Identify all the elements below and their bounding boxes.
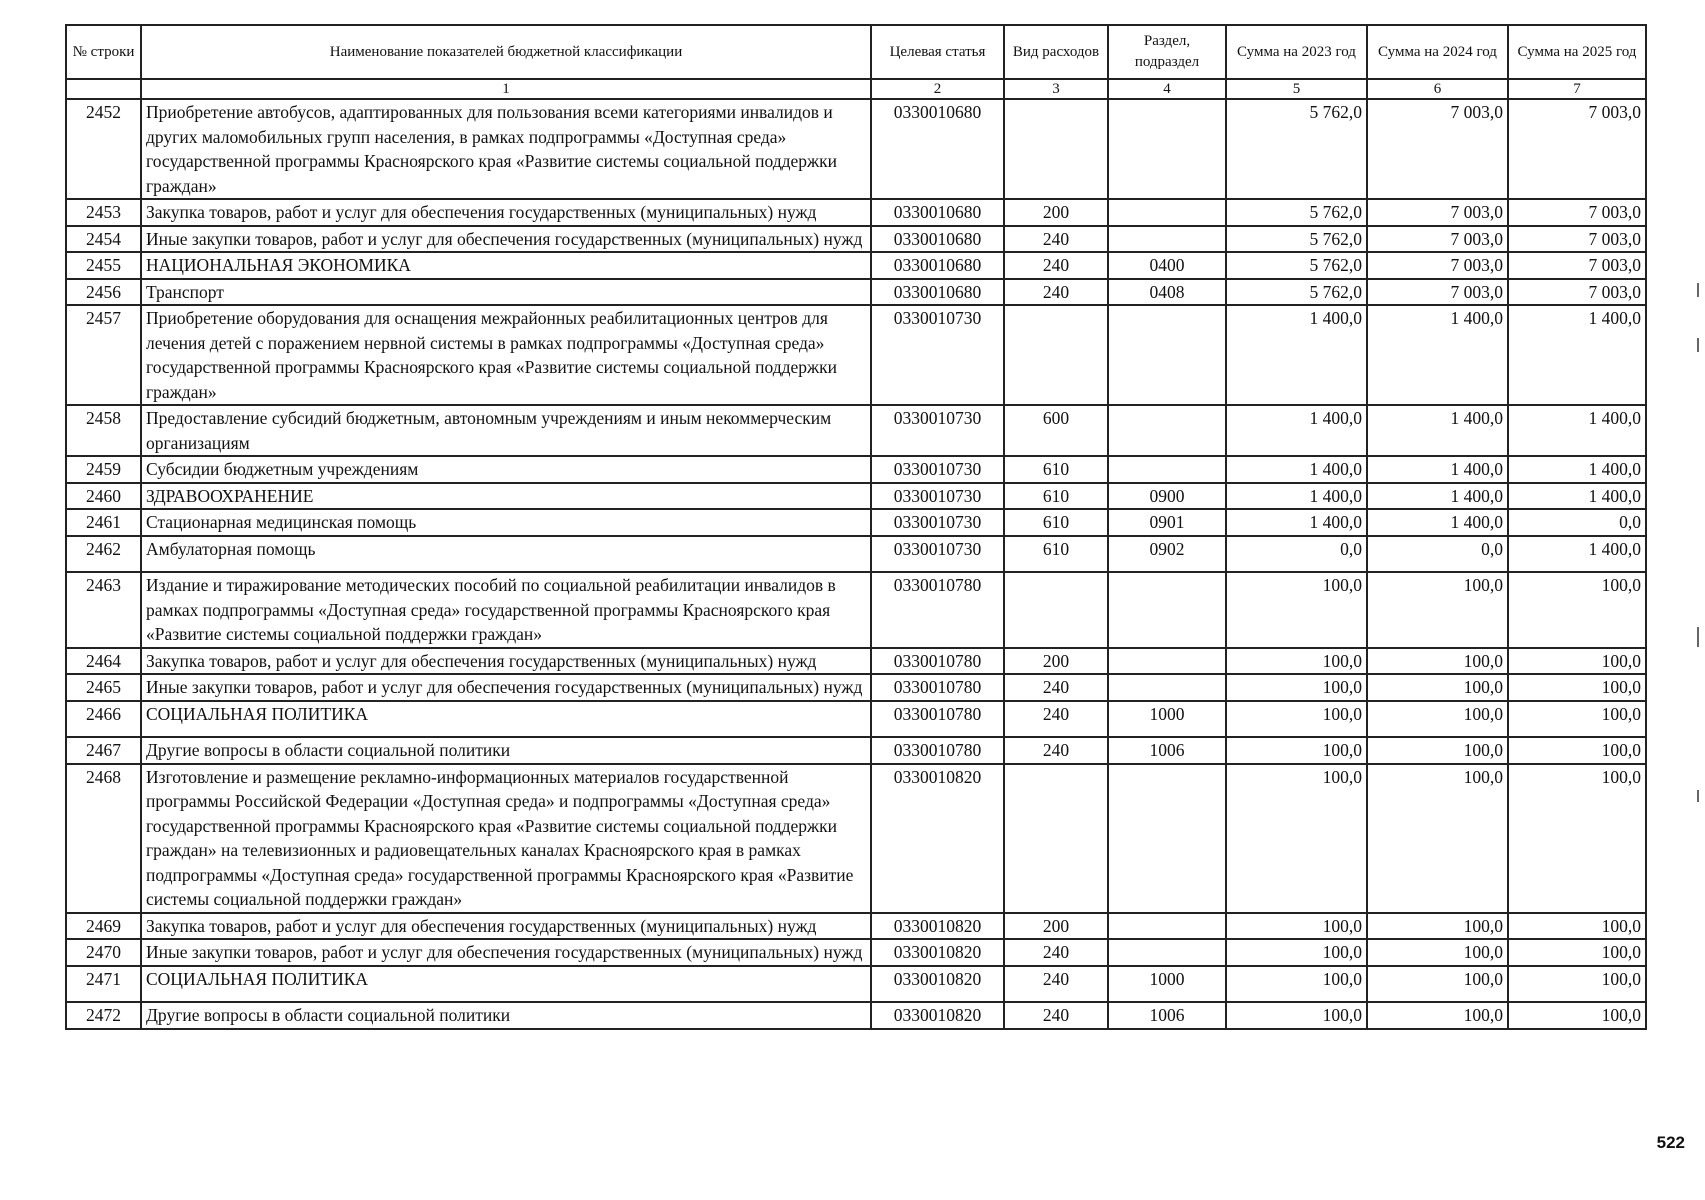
sum-2025: 7 003,0 xyxy=(1508,99,1646,199)
indicator-name: СОЦИАЛЬНАЯ ПОЛИТИКА xyxy=(141,966,871,1003)
scan-margin-mark xyxy=(1697,338,1699,352)
section-code xyxy=(1108,913,1226,940)
header-sum-2025: Сумма на 2025 год xyxy=(1508,25,1646,79)
section-code xyxy=(1108,572,1226,648)
indicator-name: Издание и тиражирование методических пособий по социальной реабилитации инвалидов в рамках подпрограммы «Доступная среда» государственной программы Красноярского края «Развитие системы социальной поддержки граждан» xyxy=(141,572,871,648)
sum-2024: 0,0 xyxy=(1367,536,1508,573)
indicator-name: Другие вопросы в области социальной политики xyxy=(141,1002,871,1029)
sum-2024: 1 400,0 xyxy=(1367,509,1508,536)
expense-type: 200 xyxy=(1004,913,1108,940)
sum-2023: 100,0 xyxy=(1226,701,1367,738)
section-code xyxy=(1108,456,1226,483)
sum-2024: 100,0 xyxy=(1367,737,1508,764)
table-row xyxy=(66,764,1646,913)
indicator-name: НАЦИОНАЛЬНАЯ ЭКОНОМИКА xyxy=(141,252,871,279)
expense-type: 610 xyxy=(1004,536,1108,573)
sum-2025: 100,0 xyxy=(1508,674,1646,701)
sum-2023: 100,0 xyxy=(1226,674,1367,701)
target-article: 0330010780 xyxy=(871,648,1004,675)
expense-type: 610 xyxy=(1004,509,1108,536)
section-code: 0902 xyxy=(1108,536,1226,573)
column-number: 7 xyxy=(1508,79,1646,99)
indicator-name: Приобретение автобусов, адаптированных для пользования всеми категориями инвалидов и других маломобильных групп населения, в рамках подпрограммы «Доступная среда» государственной программы Красноярского края «Развитие системы социальной поддержки граждан» xyxy=(141,99,871,199)
sum-2024: 1 400,0 xyxy=(1367,405,1508,456)
sum-2025: 100,0 xyxy=(1508,1002,1646,1029)
header-expense-type: Вид расходов xyxy=(1004,25,1108,79)
target-article: 0330010730 xyxy=(871,405,1004,456)
sum-2025: 100,0 xyxy=(1508,701,1646,738)
table-row xyxy=(66,701,1646,738)
row-number: 2452 xyxy=(66,99,141,199)
table-row xyxy=(66,199,1646,226)
table-row xyxy=(66,456,1646,483)
section-code xyxy=(1108,226,1226,253)
sum-2024: 100,0 xyxy=(1367,674,1508,701)
sum-2024: 100,0 xyxy=(1367,648,1508,675)
sum-2023: 5 762,0 xyxy=(1226,279,1367,306)
sum-2024: 100,0 xyxy=(1367,966,1508,1003)
indicator-name: Иные закупки товаров, работ и услуг для обеспечения государственных (муниципальных) нужд xyxy=(141,939,871,966)
header-sum-2024: Сумма на 2024 год xyxy=(1367,25,1508,79)
sum-2023: 5 762,0 xyxy=(1226,252,1367,279)
sum-2024: 1 400,0 xyxy=(1367,483,1508,510)
header-row xyxy=(66,25,1646,79)
table-row xyxy=(66,939,1646,966)
expense-type xyxy=(1004,572,1108,648)
row-number: 2456 xyxy=(66,279,141,306)
row-number: 2470 xyxy=(66,939,141,966)
expense-type: 200 xyxy=(1004,199,1108,226)
section-code xyxy=(1108,939,1226,966)
expense-type: 240 xyxy=(1004,252,1108,279)
scan-margin-mark xyxy=(1697,790,1699,802)
column-number xyxy=(66,79,141,99)
sum-2025: 100,0 xyxy=(1508,913,1646,940)
sum-2023: 100,0 xyxy=(1226,764,1367,913)
expense-type: 240 xyxy=(1004,226,1108,253)
indicator-name: Амбулаторная помощь xyxy=(141,536,871,573)
sum-2023: 1 400,0 xyxy=(1226,456,1367,483)
row-number: 2467 xyxy=(66,737,141,764)
sum-2024: 1 400,0 xyxy=(1367,305,1508,405)
expense-type: 240 xyxy=(1004,1002,1108,1029)
indicator-name: Субсидии бюджетным учреждениям xyxy=(141,456,871,483)
sum-2023: 100,0 xyxy=(1226,913,1367,940)
row-number: 2459 xyxy=(66,456,141,483)
indicator-name: Другие вопросы в области социальной политики xyxy=(141,737,871,764)
expense-type: 200 xyxy=(1004,648,1108,675)
target-article: 0330010820 xyxy=(871,764,1004,913)
indicator-name: Закупка товаров, работ и услуг для обеспечения государственных (муниципальных) нужд xyxy=(141,199,871,226)
target-article: 0330010730 xyxy=(871,509,1004,536)
section-code xyxy=(1108,305,1226,405)
sum-2025: 1 400,0 xyxy=(1508,305,1646,405)
expense-type: 240 xyxy=(1004,939,1108,966)
target-article: 0330010680 xyxy=(871,226,1004,253)
expense-type: 610 xyxy=(1004,456,1108,483)
expense-type xyxy=(1004,764,1108,913)
row-number: 2457 xyxy=(66,305,141,405)
section-code xyxy=(1108,764,1226,913)
column-number: 4 xyxy=(1108,79,1226,99)
target-article: 0330010780 xyxy=(871,701,1004,738)
table-row xyxy=(66,966,1646,1003)
sum-2024: 7 003,0 xyxy=(1367,279,1508,306)
table-row xyxy=(66,305,1646,405)
row-number: 2465 xyxy=(66,674,141,701)
row-number: 2460 xyxy=(66,483,141,510)
row-number: 2468 xyxy=(66,764,141,913)
sum-2024: 100,0 xyxy=(1367,572,1508,648)
target-article: 0330010680 xyxy=(871,199,1004,226)
sum-2023: 100,0 xyxy=(1226,966,1367,1003)
sum-2025: 1 400,0 xyxy=(1508,456,1646,483)
target-article: 0330010680 xyxy=(871,99,1004,199)
expense-type: 240 xyxy=(1004,737,1108,764)
sum-2024: 7 003,0 xyxy=(1367,199,1508,226)
scan-margin-mark xyxy=(1697,283,1699,297)
section-code: 1000 xyxy=(1108,701,1226,738)
target-article: 0330010730 xyxy=(871,305,1004,405)
sum-2025: 100,0 xyxy=(1508,648,1646,675)
indicator-name: Иные закупки товаров, работ и услуг для обеспечения государственных (муниципальных) нужд xyxy=(141,226,871,253)
indicator-name: Иные закупки товаров, работ и услуг для обеспечения государственных (муниципальных) нужд xyxy=(141,674,871,701)
sum-2025: 100,0 xyxy=(1508,939,1646,966)
target-article: 0330010730 xyxy=(871,483,1004,510)
sum-2023: 5 762,0 xyxy=(1226,226,1367,253)
sum-2025: 100,0 xyxy=(1508,737,1646,764)
table-row xyxy=(66,405,1646,456)
header-row-number: № строки xyxy=(66,25,141,79)
sum-2025: 100,0 xyxy=(1508,764,1646,913)
row-number: 2454 xyxy=(66,226,141,253)
expense-type xyxy=(1004,305,1108,405)
sum-2025: 1 400,0 xyxy=(1508,483,1646,510)
row-number: 2472 xyxy=(66,1002,141,1029)
target-article: 0330010780 xyxy=(871,737,1004,764)
table-row xyxy=(66,1002,1646,1029)
sum-2023: 1 400,0 xyxy=(1226,509,1367,536)
indicator-name: Предоставление субсидий бюджетным, автономным учреждениям и иным некоммерческим организациям xyxy=(141,405,871,456)
sum-2023: 100,0 xyxy=(1226,939,1367,966)
target-article: 0330010780 xyxy=(871,674,1004,701)
header-section: Раздел, подраздел xyxy=(1108,25,1226,79)
sum-2025: 100,0 xyxy=(1508,572,1646,648)
table-body xyxy=(66,99,1646,1029)
row-number: 2464 xyxy=(66,648,141,675)
expense-type: 240 xyxy=(1004,701,1108,738)
row-number: 2469 xyxy=(66,913,141,940)
sum-2024: 1 400,0 xyxy=(1367,456,1508,483)
budget-table xyxy=(65,24,1647,1030)
page-number: 522 xyxy=(1656,1133,1685,1152)
header-name: Наименование показателей бюджетной классификации xyxy=(141,25,871,79)
header-sum-2023: Сумма на 2023 год xyxy=(1226,25,1367,79)
column-number: 5 xyxy=(1226,79,1367,99)
section-code xyxy=(1108,405,1226,456)
section-code: 1006 xyxy=(1108,1002,1226,1029)
sum-2025: 7 003,0 xyxy=(1508,252,1646,279)
indicator-name: Стационарная медицинская помощь xyxy=(141,509,871,536)
sum-2023: 1 400,0 xyxy=(1226,305,1367,405)
row-number: 2461 xyxy=(66,509,141,536)
table-row xyxy=(66,279,1646,306)
row-number: 2471 xyxy=(66,966,141,1003)
table-row xyxy=(66,737,1646,764)
section-code xyxy=(1108,674,1226,701)
target-article: 0330010730 xyxy=(871,536,1004,573)
scan-margin-mark xyxy=(1697,627,1699,647)
target-article: 0330010820 xyxy=(871,939,1004,966)
sum-2024: 100,0 xyxy=(1367,939,1508,966)
column-number: 2 xyxy=(871,79,1004,99)
sum-2023: 1 400,0 xyxy=(1226,483,1367,510)
sum-2025: 1 400,0 xyxy=(1508,405,1646,456)
sum-2025: 7 003,0 xyxy=(1508,226,1646,253)
expense-type: 240 xyxy=(1004,279,1108,306)
sum-2023: 100,0 xyxy=(1226,737,1367,764)
row-number: 2463 xyxy=(66,572,141,648)
section-code: 0408 xyxy=(1108,279,1226,306)
sum-2023: 1 400,0 xyxy=(1226,405,1367,456)
table-row xyxy=(66,99,1646,199)
section-code: 0900 xyxy=(1108,483,1226,510)
target-article: 0330010780 xyxy=(871,572,1004,648)
target-article: 0330010820 xyxy=(871,966,1004,1003)
sum-2024: 7 003,0 xyxy=(1367,226,1508,253)
target-article: 0330010820 xyxy=(871,913,1004,940)
column-number-row xyxy=(66,79,1646,99)
row-number: 2458 xyxy=(66,405,141,456)
row-number: 2455 xyxy=(66,252,141,279)
table-row xyxy=(66,483,1646,510)
section-code xyxy=(1108,99,1226,199)
sum-2024: 100,0 xyxy=(1367,764,1508,913)
table-row xyxy=(66,674,1646,701)
sum-2025: 7 003,0 xyxy=(1508,279,1646,306)
sum-2023: 0,0 xyxy=(1226,536,1367,573)
sum-2025: 1 400,0 xyxy=(1508,536,1646,573)
row-number: 2453 xyxy=(66,199,141,226)
table-row xyxy=(66,536,1646,573)
column-number: 6 xyxy=(1367,79,1508,99)
sum-2023: 5 762,0 xyxy=(1226,199,1367,226)
sum-2023: 5 762,0 xyxy=(1226,99,1367,199)
sum-2025: 100,0 xyxy=(1508,966,1646,1003)
table-row xyxy=(66,648,1646,675)
section-code: 0400 xyxy=(1108,252,1226,279)
indicator-name: Закупка товаров, работ и услуг для обеспечения государственных (муниципальных) нужд xyxy=(141,648,871,675)
indicator-name: Транспорт xyxy=(141,279,871,306)
sum-2023: 100,0 xyxy=(1226,572,1367,648)
section-code xyxy=(1108,199,1226,226)
target-article: 0330010680 xyxy=(871,252,1004,279)
expense-type: 240 xyxy=(1004,966,1108,1003)
row-number: 2462 xyxy=(66,536,141,573)
sum-2024: 7 003,0 xyxy=(1367,252,1508,279)
sum-2025: 0,0 xyxy=(1508,509,1646,536)
sum-2024: 100,0 xyxy=(1367,701,1508,738)
section-code: 0901 xyxy=(1108,509,1226,536)
expense-type: 610 xyxy=(1004,483,1108,510)
target-article: 0330010680 xyxy=(871,279,1004,306)
column-number: 1 xyxy=(141,79,871,99)
indicator-name: СОЦИАЛЬНАЯ ПОЛИТИКА xyxy=(141,701,871,738)
table-row xyxy=(66,226,1646,253)
target-article: 0330010820 xyxy=(871,1002,1004,1029)
section-code xyxy=(1108,648,1226,675)
row-number: 2466 xyxy=(66,701,141,738)
section-code: 1006 xyxy=(1108,737,1226,764)
indicator-name: Закупка товаров, работ и услуг для обеспечения государственных (муниципальных) нужд xyxy=(141,913,871,940)
header-target-article: Целевая статья xyxy=(871,25,1004,79)
sum-2023: 100,0 xyxy=(1226,1002,1367,1029)
column-number: 3 xyxy=(1004,79,1108,99)
indicator-name: Приобретение оборудования для оснащения межрайонных реабилитационных центров для лечения детей с поражением нервной системы в рамках подпрограммы «Доступная среда» государственной программы Красноярского края «Развитие системы социальной поддержки граждан» xyxy=(141,305,871,405)
sum-2024: 100,0 xyxy=(1367,913,1508,940)
indicator-name: ЗДРАВООХРАНЕНИЕ xyxy=(141,483,871,510)
sum-2024: 7 003,0 xyxy=(1367,99,1508,199)
expense-type: 240 xyxy=(1004,674,1108,701)
section-code: 1000 xyxy=(1108,966,1226,1003)
indicator-name: Изготовление и размещение рекламно-информационных материалов государственной программы Российской Федерации «Доступная среда» и подпрограммы «Доступная среда» государственной программы Красноярского края «Развитие системы социальной поддержки граждан» на телевизионных и радиовещательных каналах Красноярского края в рамках подпрограммы «Доступная среда» государственной программы Красноярского края «Развитие системы социальной поддержки граждан» xyxy=(141,764,871,913)
expense-type: 600 xyxy=(1004,405,1108,456)
sum-2025: 7 003,0 xyxy=(1508,199,1646,226)
sum-2024: 100,0 xyxy=(1367,1002,1508,1029)
table-row xyxy=(66,913,1646,940)
sum-2023: 100,0 xyxy=(1226,648,1367,675)
table-row xyxy=(66,572,1646,648)
target-article: 0330010730 xyxy=(871,456,1004,483)
table-row xyxy=(66,509,1646,536)
table-row xyxy=(66,252,1646,279)
expense-type xyxy=(1004,99,1108,199)
